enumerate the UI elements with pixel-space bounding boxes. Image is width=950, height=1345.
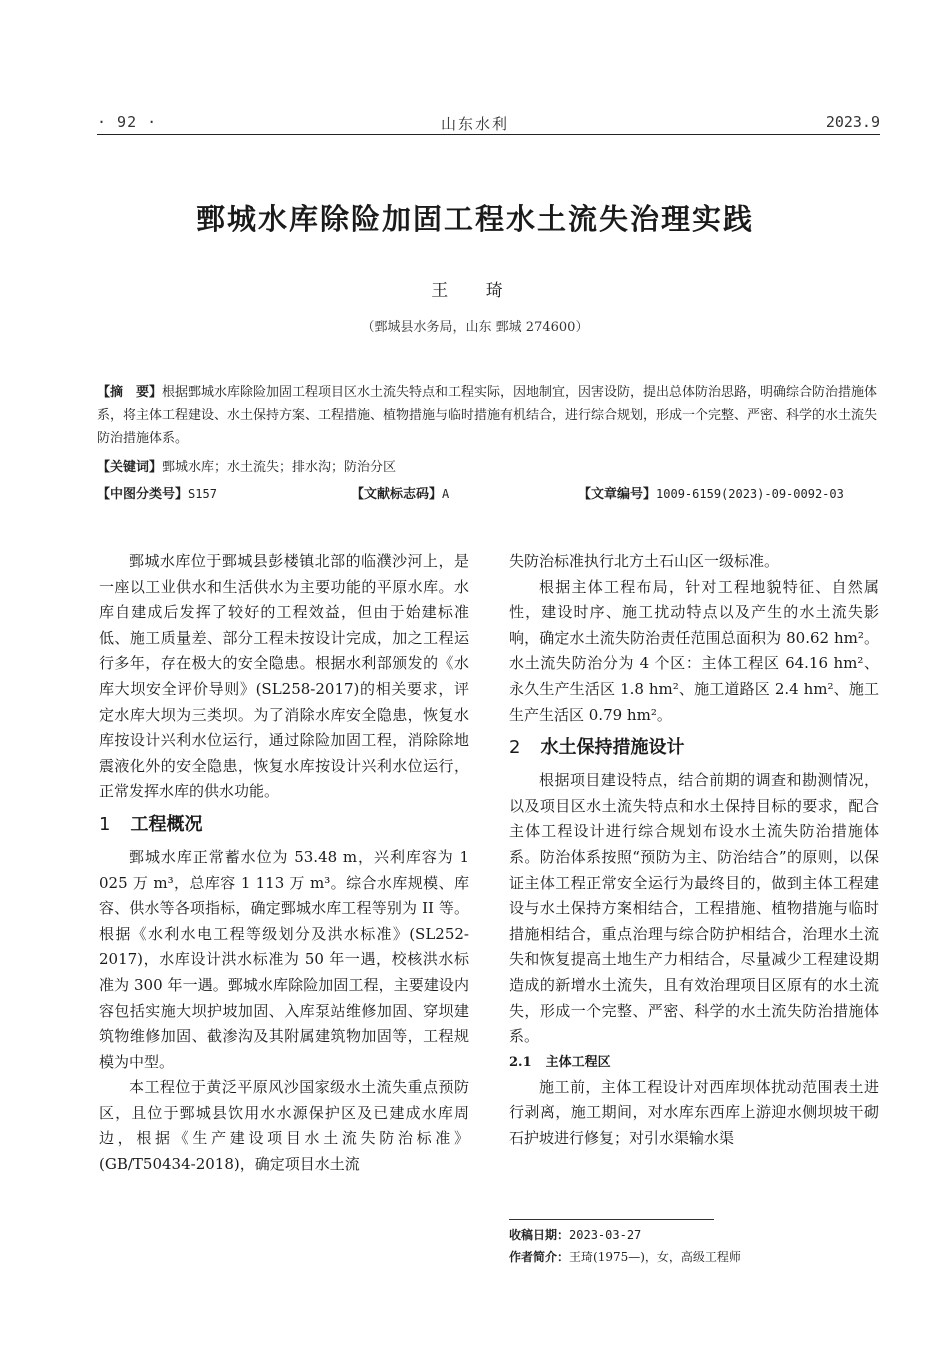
- abstract: [97, 381, 880, 450]
- article-value: 1009-6159(2023)-09-0092-03: [656, 487, 844, 501]
- abstract-text: 根据鄄城水库除险加固工程项目区水土流失特点和工程实际，因地制宜，因害设防，提出总体防治思路，明确综合防治措施体系，将主体工程建设、水土保持方案、工程措施、植物措施与临时措施有机结合，进行综合规划，形成一个完整、严密、科学的水土流失防治措施体系。: [97, 385, 878, 446]
- right-column: [509, 549, 879, 1151]
- paragraph-design: 根据项目建设特点，结合前期的调查和勘测情况，以及项目区水土流失特点和水土保持目标的要求，配合主体工程设计进行综合规划布设水土流失防治措施体系。防治体系按照“预防为主、防治结合”的原则，以保证主体工程正常安全运行为最终目的，做到主体工程建设与水土保持方案相结合，工程措施、植物措施与临时措施相结合，重点治理与综合防护相结合，治理水土流失和恢复提高土地生产力相结合，尽量减少工程建设期造成的新增水土流失，且有效治理项目区原有的水土流失，形成一个完整、严密、科学的水土流失防治措施体系。: [509, 771, 879, 1046]
- paragraph-zones: 根据主体工程布局，针对工程地貌特征、自然属性，建设时序、施工扰动特点以及产生的水土流失影响，确定水土流失防治责任范围总面积为 80.62 hm²。水土流失防治分为 4 个区：主体工程区 64.16 hm²、永久生产生活区 1.8 hm²、施工道路区 2.4 hm²、施工生产生活区 0.79 hm²。: [509, 577, 879, 724]
- author-bio: [509, 1248, 741, 1265]
- article-label: 【文章编号】: [578, 487, 657, 502]
- received-label: 收稿日期：: [509, 1228, 570, 1242]
- paragraph-intro: 鄄城水库位于鄄城县彭楼镇北部的临濮沙河上，是一座以工业供水和生活供水为主要功能的平原水库。水库自建成后发挥了较好的工程效益，但由于始建标准低、施工质量差、部分工程未按设计完成，加之工程运行多年，存在极大的安全隐患。根据水利部颁发的《水库大坝安全评价导则》(SL258-2017)的相关要求，评定水库大坝为三类坝。为了消除水库安全隐患，恢复水库按设计兴利水位运行，通过除险加固工程，消除除地震液化外的安全隐患，恢复水库按设计兴利水位运行，正常发挥水库的供水功能。: [99, 552, 469, 801]
- doc-value: A: [442, 487, 450, 501]
- author-affiliation: （鄄城县水务局，山东 鄄城 274600）: [361, 320, 589, 335]
- section-title: 水土保持措施设计: [540, 737, 685, 759]
- paragraph-overview: 鄄城水库正常蓄水位为 53.48 m，兴利库容为 1 025 万 m³，总库容 1 113 万 m³。综合水库规模、库容、供水等各项指标，确定鄄城水库工程等别为 II 等。根据《水利水电工程等级划分及洪水标准》(SL252-2017)，水库设计洪水标准为 50 年一遇，校核洪水标准为 300 年一遇。鄄城水库除险加固工程，主要建设内容包括实施大坝护坡加固、入库泵站维修加固、穿坝建筑物维修加固、截渗沟及其附属建筑物加固等，工程规模为中型。: [99, 847, 469, 1071]
- bio-label: 作者简介：: [509, 1250, 570, 1264]
- header-rule: [97, 134, 880, 135]
- section-heading-2: [509, 735, 879, 761]
- section-number: 1: [99, 813, 111, 835]
- keywords-label: 【关键词】: [97, 460, 163, 475]
- article-number: [578, 483, 844, 502]
- article-title: 鄄城水库除险加固工程水土流失治理实践: [195, 202, 754, 236]
- section-number: 2: [509, 737, 521, 759]
- author-name: 王 琦: [431, 281, 519, 301]
- journal-name: 山东水利: [440, 115, 509, 133]
- received-date: [509, 1226, 641, 1243]
- subsection-number: 2.1: [509, 1054, 532, 1070]
- clc-value: S157: [188, 487, 217, 501]
- section-title: 工程概况: [130, 813, 203, 835]
- received-value: 2023-03-27: [569, 1228, 642, 1242]
- paragraph-location: 本工程位于黄泛平原风沙国家级水土流失重点预防区，且位于鄄城县饮用水水源保护区及已建成水库周边，根据《生产建设项目水土流失防治标准》(GB/T50434-2018)，确定项目水土流: [99, 1078, 469, 1174]
- paragraph-continued: 失防治标准执行北方土石山区一级标准。: [509, 552, 780, 570]
- subsection-heading-2-1: [509, 1050, 879, 1075]
- clc-label: 【中图分类号】: [97, 487, 189, 502]
- footnote-rule: [509, 1219, 714, 1220]
- doc-label: 【文献标志码】: [351, 487, 443, 502]
- clc-code: [97, 483, 217, 502]
- section-heading-1: [99, 812, 469, 838]
- page-number: · 92 ·: [97, 113, 158, 131]
- keywords: [97, 456, 880, 479]
- abstract-label: 【摘 要】: [97, 385, 163, 400]
- keywords-text: 鄄城水库；水土流失；排水沟；防治分区: [162, 460, 397, 475]
- doc-code: [351, 483, 449, 502]
- subsection-title: 主体工程区: [545, 1054, 611, 1070]
- issue-date: 2023.9: [825, 113, 880, 131]
- paragraph-main-works: 施工前，主体工程设计对西库坝体扰动范围表土进行剥离，施工期间，对水库东西库上游迎水侧坝坡干砌石护坡进行修复；对引水渠输水渠: [509, 1077, 879, 1147]
- left-column: [99, 549, 469, 1178]
- bio-value: 王琦(1975—)，女，高级工程师: [569, 1250, 741, 1264]
